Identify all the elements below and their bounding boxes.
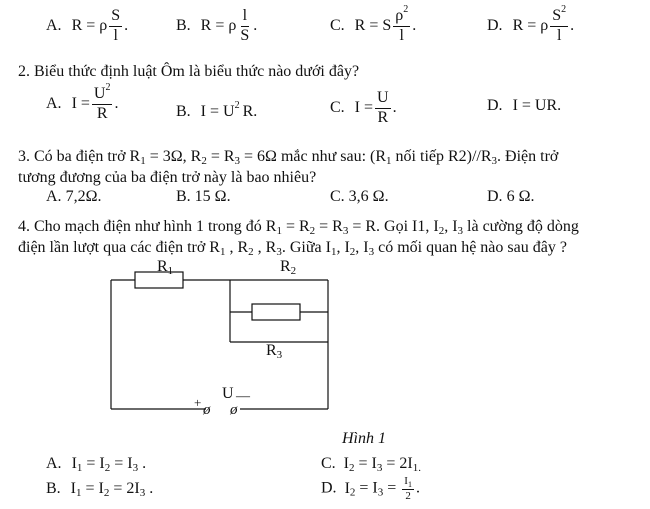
formula-tail: .	[412, 16, 417, 34]
text: = 3Ω, R	[145, 148, 202, 165]
text: , I	[444, 218, 458, 235]
text: = 2I	[109, 480, 140, 497]
text: I	[71, 455, 77, 472]
text: = I	[110, 455, 133, 472]
terminal-right-icon: ø	[230, 402, 238, 418]
exponent: 2	[105, 82, 111, 93]
label-r3: R3	[266, 342, 283, 361]
option-label: D.	[487, 97, 503, 114]
option-label: C.	[330, 188, 345, 205]
subscript: 1	[219, 246, 226, 258]
text: . Giữa I	[281, 239, 331, 256]
option-label: B.	[176, 188, 191, 205]
terminal-left-icon: ø	[203, 402, 211, 418]
subscript: 2	[438, 225, 445, 237]
text: nối tiếp R2)//R	[391, 148, 492, 165]
option-label: D.	[321, 479, 337, 497]
fraction-denominator: R	[377, 108, 389, 126]
option-label: D.	[487, 16, 503, 34]
subscript: 1.	[412, 462, 421, 474]
fraction	[402, 476, 414, 502]
subscript: 2	[349, 486, 356, 499]
numerator-base: I	[404, 475, 408, 487]
fraction-denominator: l	[556, 26, 562, 44]
subscript: 1	[76, 487, 82, 499]
text: = R	[315, 218, 343, 235]
q4-option-b	[46, 481, 153, 497]
exponent: 2	[234, 100, 240, 111]
subscript: 1	[407, 480, 412, 489]
subscript: 3	[457, 225, 464, 237]
formula-lhs: R = ρ	[200, 16, 237, 34]
subscript: 3	[234, 155, 241, 167]
fraction-numerator	[402, 476, 414, 490]
exponent: 2	[403, 4, 409, 15]
formula-tail: .	[114, 94, 119, 112]
formula-lhs: R = ρ	[512, 16, 549, 34]
formula-lhs: R = ρ	[71, 16, 108, 34]
label-minus: —	[236, 389, 250, 404]
subscript: 2	[349, 462, 355, 474]
label-plus: +	[194, 395, 202, 410]
text: = R	[206, 148, 235, 165]
option-label: A.	[46, 455, 62, 472]
numerator-base: S	[552, 7, 562, 24]
text: I	[343, 455, 349, 472]
label-r2: R2	[280, 258, 297, 277]
text: , I	[336, 239, 350, 256]
formula-lhs: R = S	[354, 16, 392, 34]
text: , I	[355, 239, 369, 256]
option-label: A.	[46, 94, 62, 112]
option-label: A.	[46, 188, 62, 205]
subscript: 2	[103, 487, 110, 499]
option-label: A.	[46, 16, 62, 34]
option-label: C.	[330, 98, 345, 116]
option-text: 15 Ω.	[194, 188, 231, 205]
subscript: 1	[76, 462, 83, 474]
subscript: 2	[201, 155, 207, 167]
formula-part: I = U	[200, 103, 235, 120]
text: = I	[81, 480, 104, 497]
subscript: 1	[386, 155, 392, 167]
fraction-denominator: 2	[405, 489, 411, 502]
text: = R	[281, 218, 310, 235]
text: điện lần lượt qua các điện trở R	[18, 239, 220, 256]
fraction-numerator: U	[375, 90, 391, 109]
q2-stem: 2. Biểu thức định luật Ôm là biểu thức nào dưới đây?	[18, 63, 360, 80]
numerator-base: U	[93, 85, 106, 102]
option-label: D.	[487, 188, 503, 205]
option-label: C.	[321, 455, 336, 472]
subscript: 3	[276, 246, 282, 258]
option-label: B.	[176, 16, 191, 34]
fraction-denominator: R	[96, 104, 108, 122]
text: 4. Cho mạch điện như hình 1 trong đó R	[18, 218, 277, 235]
formula-tail: .	[570, 16, 575, 34]
subscript: 1	[140, 155, 146, 167]
text: I	[344, 479, 350, 497]
text: , R	[225, 239, 249, 256]
fraction-denominator: l	[399, 26, 404, 44]
subscript: 2	[309, 225, 316, 237]
fraction-denominator: S	[240, 26, 250, 44]
formula-lhs: I =	[354, 98, 374, 116]
option-label: C.	[330, 16, 345, 34]
option-label: B.	[46, 480, 61, 497]
subscript: 2	[104, 462, 111, 474]
formula-lhs: I =	[71, 94, 90, 112]
formula-text: I = UR.	[512, 97, 562, 114]
text: = I	[354, 455, 377, 472]
fraction-denominator: l	[113, 26, 118, 44]
subscript: 3	[132, 462, 139, 474]
text: = 6Ω mắc như sau: (R	[240, 148, 387, 165]
label-r1: R1	[157, 258, 174, 277]
subscript: 1	[330, 246, 337, 258]
text: = 2I	[382, 455, 413, 472]
formula-tail: .	[253, 16, 258, 34]
label-source: U	[222, 385, 234, 402]
text: = R. Gọi I1, I	[348, 218, 439, 235]
subscript: 2	[248, 246, 254, 258]
text: .	[138, 455, 147, 472]
figure-caption: Hình 1	[342, 430, 386, 447]
subscript: 3	[368, 246, 375, 258]
formula-tail: .	[124, 16, 129, 34]
q4-option-a	[46, 456, 146, 472]
text: = I	[82, 455, 105, 472]
option-label: B.	[176, 103, 191, 120]
formula-tail: .	[415, 479, 420, 497]
text: = I	[355, 479, 378, 497]
formula-part: R.	[242, 103, 258, 120]
option-text: 6 Ω.	[506, 188, 535, 205]
subscript: 3	[377, 486, 384, 499]
q4-option-d	[321, 476, 420, 502]
numerator-base: ρ	[395, 7, 404, 24]
fraction-numerator: l	[241, 8, 249, 27]
subscript: 3	[139, 487, 146, 499]
text: .	[145, 480, 154, 497]
text: . Điện trở	[497, 148, 559, 165]
subscript: 3	[342, 225, 349, 237]
text: =	[383, 479, 401, 497]
option-text: 3,6 Ω.	[348, 188, 389, 205]
text: , R	[253, 239, 277, 256]
q4-option-c	[321, 456, 421, 472]
q3-stem-line2: tương đương của ba điện trở này là bao nhiêu?	[18, 169, 317, 186]
subscript: 3	[376, 462, 383, 474]
resistor-r2	[252, 304, 300, 320]
text: là cường độ dòng	[463, 218, 579, 235]
fraction-numerator: S	[109, 8, 122, 27]
subscript: 1	[276, 225, 282, 237]
text: có mối quan hệ nào sau đây ?	[374, 239, 567, 256]
exponent: 2	[561, 4, 567, 15]
formula-tail: .	[392, 98, 397, 116]
option-text: 7,2Ω.	[65, 188, 102, 205]
subscript: 3	[491, 155, 498, 167]
text: I	[70, 480, 76, 497]
subscript: 2	[349, 246, 356, 258]
text: 3. Có ba điện trở R	[18, 148, 141, 165]
